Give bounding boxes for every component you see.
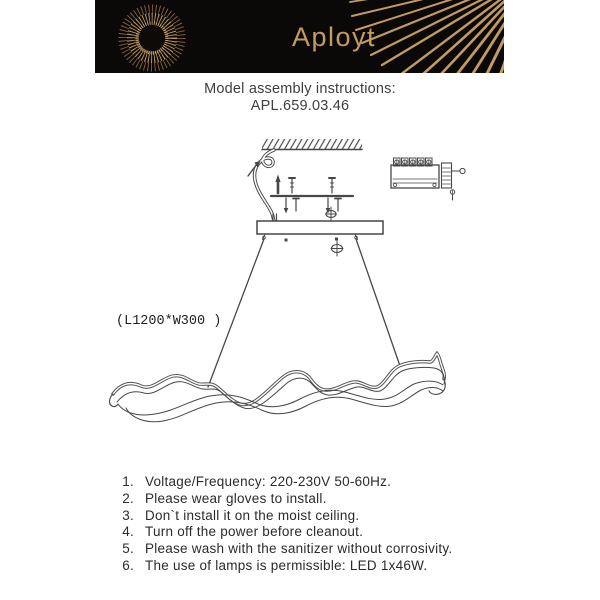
brand-banner [95,0,504,73]
item-text: Please wash with the sanitizer without corrosivity. [145,541,453,557]
item-number: 4. [122,524,134,540]
instruction-item-3 [0,508,600,525]
item-number: 1. [122,474,134,489]
thumb-screw-icon [331,241,343,256]
terminal-block [391,158,465,200]
item-text: Voltage/Frequency: 220-230V 50-60Hz. [145,474,392,489]
sunburst-icon [123,9,181,67]
dimension-label: (L1200*W300 ) [116,314,222,329]
wave-lamp-body [109,354,445,422]
instruction-item-5 [0,541,600,558]
item-number: 3. [122,507,134,523]
item-text: Please wear gloves to install. [145,490,327,506]
power-cable [248,150,274,221]
brand-logo-text: Aployt [292,22,377,52]
model-number: APL.659.03.46 [250,98,350,114]
screw-icon [289,178,295,193]
instructions-list [0,474,600,575]
title-block [0,81,600,114]
anchor-bolt-icon [275,175,280,194]
instruction-item-6 [0,558,600,575]
suspension-cable-right [356,239,400,366]
item-number: 2. [122,490,134,506]
item-number: 5. [122,541,134,557]
instruction-item-2 [0,491,600,508]
screw-icon [450,190,454,200]
canopy [257,214,383,242]
screw-icon [329,178,335,193]
suspension-cable-left [208,239,264,387]
instruction-item-4 [0,524,600,541]
screw-icon [284,198,299,214]
item-text: Turn off the power before cleanout. [145,524,364,540]
item-number: 6. [122,557,134,573]
ceiling [262,139,362,150]
instruction-item-1 [0,474,600,491]
item-text: The use of lamps is permissible: LED 1x46W. [145,557,428,573]
page-title: Model assembly instructions: [204,81,396,97]
item-text: Don`t install it on the moist ceiling. [145,507,360,523]
